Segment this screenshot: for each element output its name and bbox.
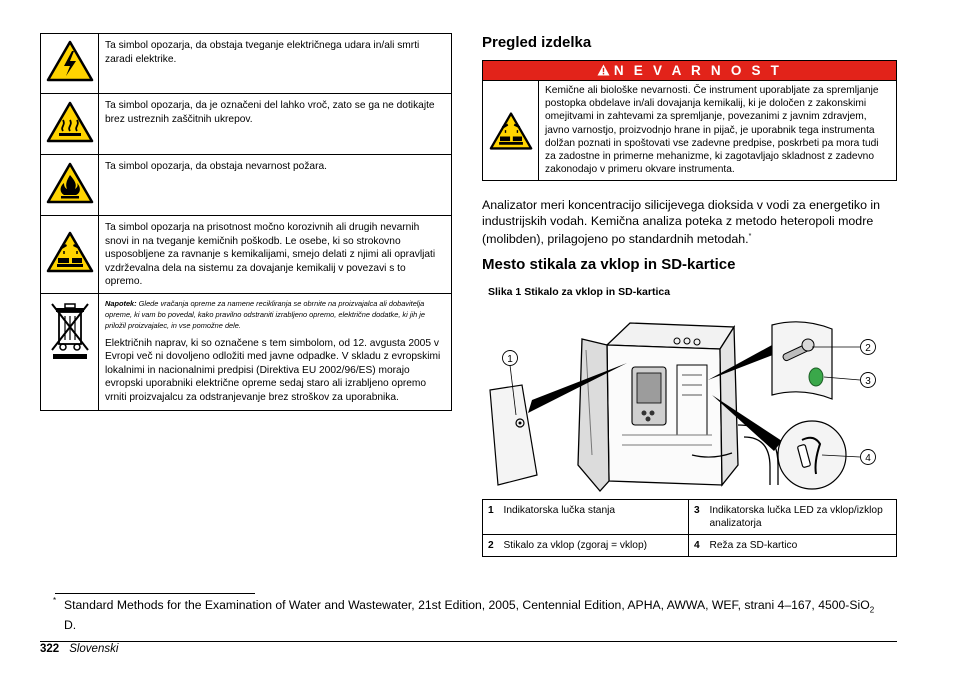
footer-divider <box>40 641 897 642</box>
svg-text:2: 2 <box>865 343 871 354</box>
table-row <box>41 216 452 294</box>
product-description: Analizator meri koncentracijo silicijevega dioksida v vodi za energetiko in industrijskih vodah. Kemična analiza poteka z metodo heteropoli modre (molibden), prilagojeno po standardnih metodah.* <box>482 198 881 247</box>
electrical-hazard-icon <box>46 40 94 82</box>
safety-symbols-table <box>40 33 452 411</box>
warning-triangle-icon <box>597 64 610 76</box>
chemical-hazard-icon <box>489 111 533 151</box>
section-title: Mesto stikala za vklop in SD-kartice <box>482 256 736 273</box>
callout-2 <box>861 340 876 355</box>
svg-text:3: 3 <box>865 376 871 387</box>
table-row <box>41 155 452 216</box>
figure-legend <box>482 499 897 557</box>
table-row <box>41 293 452 411</box>
table-row <box>41 34 452 94</box>
footnote-divider <box>55 593 255 594</box>
page-number: 322 <box>40 643 60 655</box>
hot-surface-icon <box>46 101 94 143</box>
svg-text:4: 4 <box>865 453 871 464</box>
table-row: 2 Stikalo za vklop (zgoraj = vklop) 4 Reža za SD-kartico <box>483 535 897 557</box>
footnote: Standard Methods for the Examination of Water and Wastewater, 21st Edition, 2005, Centennial Edition, APHA, AWWA, WEF, strani 4–167, 4500-SiO$_2$ D. <box>64 598 875 633</box>
power-led-icon <box>809 368 823 386</box>
weee-note <box>105 298 445 331</box>
note-text: Glede vračanja opreme za namene recikliranja se obrnite na proizvajalca ali dobavitelja opreme, ki vam bo povedal, kako pravilno odstraniti izrabljeno opremo, električne dodatke, ki jih je priložil proizvajalec, in vse pomožne dele. <box>105 298 426 330</box>
table-row <box>41 94 452 155</box>
weee-text: Električnih naprav, ki so označene s tem simbolom, od 12. avgusta 2005 v Evropi več ni dovoljeno odložiti med javne odpadke. V skladu z evropskimi lokalnimi in nacionalnimi predpisi (Direktiva EU 2002/96/ES) morajo evropski uporabniki električne opreme sedaj staro ali izrabljeno opremo vrniti proizvajalcu za odstranjevanje brez stroškov za uporabnika. <box>105 337 441 403</box>
danger-notice <box>482 60 897 181</box>
footnote-marker: * <box>53 596 57 605</box>
fire-hazard-icon <box>46 162 94 204</box>
footer-language: Slovenski <box>69 643 119 655</box>
table-row: 1 Indikatorska lučka stanja 3 Indikatorska lučka LED za vklop/izklop analizatorja <box>483 500 897 535</box>
corrosive-icon <box>46 231 94 273</box>
status-light-zoom <box>490 385 537 485</box>
crossed-bin-icon <box>50 300 90 362</box>
callout-4 <box>861 450 876 465</box>
danger-label: N E V A R N O S T <box>613 63 783 78</box>
svg-text:1: 1 <box>507 354 513 365</box>
footnote-ref: * <box>748 233 752 241</box>
fire-hazard-text: Ta simbol opozarja, da obstaja nevarnost požara. <box>99 155 452 216</box>
page-footer <box>40 643 118 655</box>
electrical-hazard-text: Ta simbol opozarja, da obstaja tveganje električnega udara in/ali smrti zaradi elektrike. <box>99 34 452 94</box>
callout-1 <box>503 351 518 366</box>
power-switch-zoom <box>772 322 832 399</box>
analyzer-illustration <box>578 323 778 491</box>
sd-slot-zoom <box>778 421 846 489</box>
analyzer-figure <box>482 305 897 495</box>
danger-text: Kemične ali biološke nevarnosti. Če instrument uporabljate za spremljanje postopka obdelave in/ali dovajanja kemikalij, ki je določen z zakonskimi omejitvami in zahtevami za spremljanje, povezanimi z javnim zdravjem, javno varnostjo, proizvodnjo hrane in pijač, je uporabnik tega instrumenta dolžan poznati in spoštovati vse zadevne predpise, poskrbeti pa mora tudi za zadostne in primerne mehanizme, ki zagotavljajo skladnost z zadevno zakonodajo v primeru okvare instrumenta. <box>545 85 879 176</box>
section-title: Pregled izdelka <box>482 34 592 51</box>
figure-caption: Slika 1 Stikalo za vklop in SD-kartica <box>488 286 671 298</box>
note-label: Napotek: <box>105 298 137 308</box>
corrosive-text: Ta simbol opozarja na prisotnost močno korozivnih ali drugih nevarnih snovi in na tveganje kemičnih poškodb. Le osebe, ki so strokovno usposobljene za ravnanje s kemikalijami, smejo delati z njimi ali opravljati vzdrževalna dela na sistemu za dovajanje kemikalij v povezavi s to opremo. <box>99 216 452 294</box>
hot-surface-text: Ta simbol opozarja, da je označeni del lahko vroč, zato se ga ne dotikajte brez ustreznih zaščitnih ukrepov. <box>99 94 452 155</box>
callout-3 <box>861 373 876 388</box>
